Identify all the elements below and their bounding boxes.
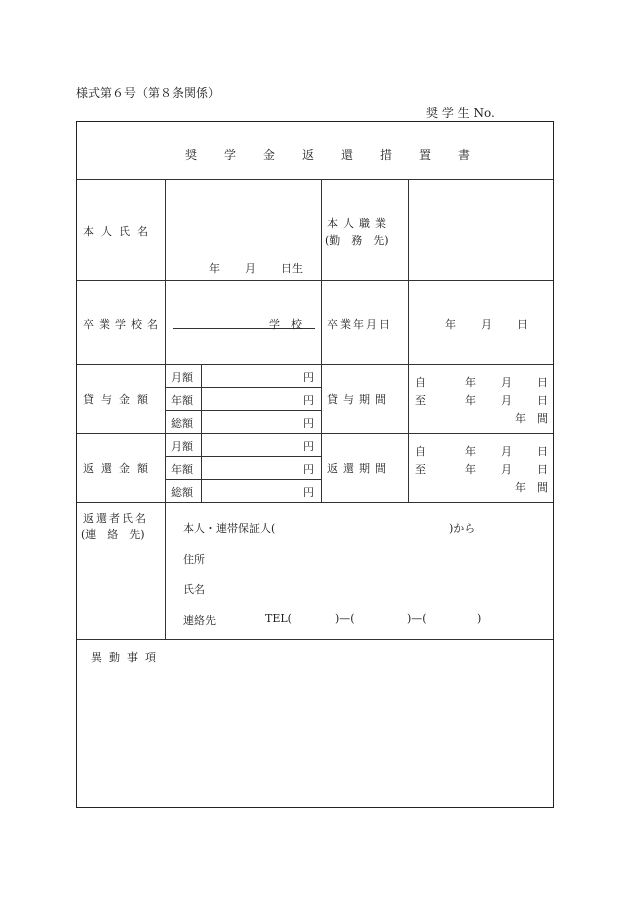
contact-label: 連絡先: [183, 614, 216, 627]
yen-unit: 円: [303, 394, 314, 407]
divider: [165, 456, 321, 457]
loan-total-label: 総額: [171, 417, 193, 430]
divider: [165, 179, 166, 502]
form-title: 奨学金返還措置書: [185, 148, 498, 162]
period-year: 年: [465, 376, 476, 389]
yen-unit: 円: [303, 463, 314, 476]
divider: [165, 387, 321, 388]
period-from: 自: [415, 445, 426, 458]
period-month: 月: [501, 463, 512, 476]
divider: [201, 364, 202, 502]
student-number-label: 奨 学 生 No.: [426, 106, 495, 120]
school-suffix: 学 校: [269, 318, 302, 331]
period-day: 日: [537, 376, 548, 389]
school-label: 卒業学校名: [83, 318, 163, 331]
changes-label: 異動事項: [91, 651, 163, 664]
loan-yearly-label: 年額: [171, 394, 193, 407]
period-to: 至: [415, 463, 426, 476]
period-day: 日: [537, 445, 548, 458]
divider: [77, 502, 553, 503]
grad-year: 年: [445, 318, 456, 331]
divider: [77, 364, 553, 365]
birth-day: 日生: [281, 262, 303, 275]
repayer-line-suffix: )から: [449, 522, 476, 535]
form-number: 様式第６号（第８条関係）: [76, 86, 221, 100]
repay-monthly-label: 月額: [171, 440, 193, 453]
divider: [408, 179, 409, 502]
repayer-contact-label: (連 絡 先): [81, 528, 145, 541]
repay-total-label: 総額: [171, 486, 193, 499]
period-year: 年: [465, 394, 476, 407]
period-to: 至: [415, 394, 426, 407]
address-label: 住所: [183, 553, 205, 566]
loan-period-label: 貸与期間: [327, 393, 391, 406]
birth-month: 月: [245, 262, 256, 275]
grad-day: 日: [517, 318, 528, 331]
name-label: 本人氏名: [83, 225, 155, 238]
yen-unit: 円: [303, 371, 314, 384]
tel-separator: )—(: [335, 612, 355, 625]
divider: [165, 502, 166, 639]
period-day: 日: [537, 394, 548, 407]
period-day: 日: [537, 463, 548, 476]
period-year: 年: [465, 463, 476, 476]
tel-separator: )—(: [407, 612, 427, 625]
divider: [321, 179, 322, 502]
period-years-total: 年 間: [515, 412, 548, 425]
repayment-form: [76, 121, 554, 808]
period-year: 年: [465, 445, 476, 458]
loan-amount-label: 貸与金額: [83, 393, 155, 406]
divider: [77, 280, 553, 281]
workplace-label: (勤 務 先): [325, 234, 389, 247]
repay-period-label: 返還期間: [327, 462, 391, 475]
divider: [77, 179, 553, 180]
yen-unit: 円: [303, 486, 314, 499]
period-month: 月: [501, 445, 512, 458]
repayer-name-label: 返還者氏名: [83, 512, 148, 525]
tel-end: ): [477, 612, 482, 625]
repay-amount-label: 返還金額: [83, 462, 155, 475]
divider: [77, 639, 553, 640]
divider: [77, 433, 553, 434]
graduation-label: 卒業年月日: [327, 318, 392, 331]
loan-monthly-label: 月額: [171, 371, 193, 384]
divider: [165, 410, 321, 411]
birth-year: 年: [209, 262, 220, 275]
tel-label: TEL(: [265, 612, 292, 625]
repay-yearly-label: 年額: [171, 463, 193, 476]
occupation-label: 本人職業: [327, 217, 391, 230]
grad-month: 月: [481, 318, 492, 331]
repayer-name-field-label: 氏名: [183, 583, 205, 596]
yen-unit: 円: [303, 417, 314, 430]
repayer-line-prefix: 本人・連帯保証人(: [183, 522, 276, 535]
period-from: 自: [415, 376, 426, 389]
divider: [165, 479, 321, 480]
yen-unit: 円: [303, 440, 314, 453]
period-month: 月: [501, 394, 512, 407]
period-month: 月: [501, 376, 512, 389]
period-years-total: 年 間: [515, 481, 548, 494]
